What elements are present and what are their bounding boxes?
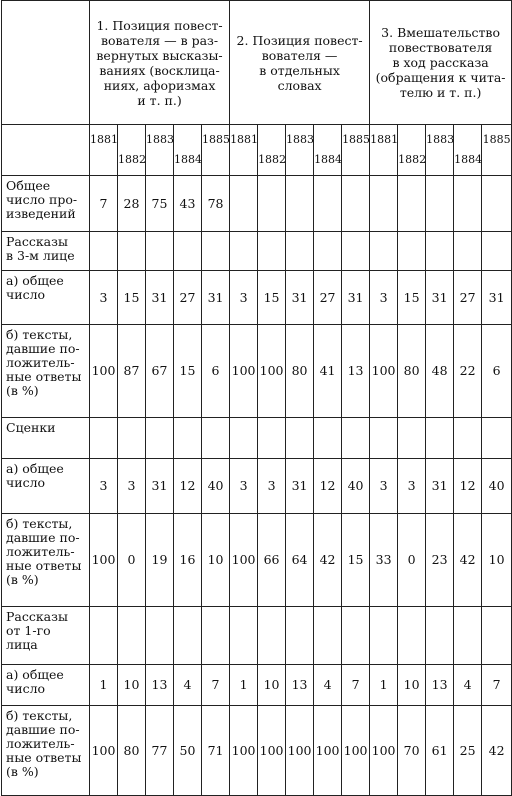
- value-cell: 31: [202, 271, 230, 325]
- year-cell: [398, 125, 426, 176]
- value-cell: 1: [90, 665, 118, 706]
- value-cell: [90, 418, 118, 459]
- value-cell: 42: [314, 514, 342, 607]
- row-label-line: а) общее: [6, 461, 64, 476]
- value-cell: 77: [146, 706, 174, 796]
- value-cell: [286, 607, 314, 665]
- group-header-line: телю и т. п.): [399, 85, 482, 100]
- year-cell: [258, 125, 286, 176]
- row-label-line: число: [6, 681, 46, 696]
- value-cell: 4: [174, 665, 202, 706]
- value-cell: [174, 232, 202, 271]
- group-header-line: ниях, афоризмах: [103, 77, 216, 93]
- value-cell: [258, 176, 286, 232]
- row-label: [2, 706, 90, 796]
- row-label-line: ложитель-: [6, 355, 75, 370]
- value-cell: 0: [118, 514, 146, 607]
- value-cell: 4: [454, 665, 482, 706]
- year-cell: [286, 125, 314, 176]
- row-label-line: (в %): [6, 383, 39, 398]
- row-label-line: ные ответы: [6, 750, 82, 765]
- group-header-line: словах: [277, 77, 322, 93]
- value-cell: [342, 418, 370, 459]
- value-cell: 3: [118, 459, 146, 514]
- value-cell: 27: [454, 271, 482, 325]
- value-cell: 25: [454, 706, 482, 796]
- table-row: [2, 607, 512, 665]
- row-label: [2, 176, 90, 232]
- value-cell: 15: [174, 325, 202, 418]
- value-cell: [342, 607, 370, 665]
- value-cell: 15: [258, 271, 286, 325]
- group-header-line: вователя —: [261, 47, 338, 63]
- value-cell: 6: [482, 325, 512, 418]
- year-label: 1883: [146, 133, 174, 146]
- row-label-line: от 1-го: [6, 623, 51, 638]
- group-header-line: и т. п.): [137, 92, 182, 108]
- survey-table: [1, 0, 512, 796]
- value-cell: [286, 418, 314, 459]
- year-label: 1882: [398, 153, 427, 166]
- value-cell: [342, 232, 370, 271]
- value-cell: [230, 232, 258, 271]
- value-cell: 100: [90, 514, 118, 607]
- value-cell: [314, 418, 342, 459]
- value-cell: 7: [342, 665, 370, 706]
- value-cell: [454, 176, 482, 232]
- value-cell: 0: [398, 514, 426, 607]
- row-label: [2, 232, 90, 271]
- year-cell: [454, 125, 482, 176]
- value-cell: 67: [146, 325, 174, 418]
- value-cell: 3: [370, 271, 398, 325]
- year-label: 1881: [370, 133, 399, 146]
- value-cell: 41: [314, 325, 342, 418]
- row-label-line: Сценки: [6, 420, 56, 435]
- year-cell: [230, 125, 258, 176]
- value-cell: 100: [258, 706, 286, 796]
- year-cell: [342, 125, 370, 176]
- value-cell: 42: [454, 514, 482, 607]
- value-cell: [314, 232, 342, 271]
- value-cell: 80: [118, 706, 146, 796]
- value-cell: 1: [230, 665, 258, 706]
- row-label-line: б) тексты,: [6, 516, 73, 531]
- value-cell: [370, 232, 398, 271]
- table-row: [2, 325, 512, 418]
- table-row: [2, 665, 512, 706]
- group-header-line: повествователя: [388, 40, 493, 55]
- value-cell: 48: [426, 325, 454, 418]
- value-cell: 31: [146, 271, 174, 325]
- year-label: 1885: [342, 133, 371, 146]
- value-cell: 12: [314, 459, 342, 514]
- value-cell: [454, 232, 482, 271]
- year-label: 1883: [286, 133, 315, 146]
- group-header-line: в отдельных: [259, 62, 340, 78]
- row-label-line: (в %): [6, 764, 39, 779]
- year-label: 1885: [202, 133, 230, 146]
- value-cell: [174, 418, 202, 459]
- table-row: [2, 232, 512, 271]
- value-cell: [398, 176, 426, 232]
- value-cell: [118, 418, 146, 459]
- value-cell: [314, 607, 342, 665]
- row-label-line: б) тексты,: [6, 708, 73, 723]
- group-header-line: ваниях (восклица-: [99, 62, 220, 78]
- value-cell: 3: [90, 459, 118, 514]
- value-cell: 31: [286, 459, 314, 514]
- group-header-line: 2. Позиция повест-: [236, 32, 363, 48]
- value-cell: 78: [202, 176, 230, 232]
- row-label-line: ложитель-: [6, 736, 75, 751]
- value-cell: 12: [174, 459, 202, 514]
- value-cell: 100: [342, 706, 370, 796]
- value-cell: 100: [314, 706, 342, 796]
- value-cell: [370, 607, 398, 665]
- year-cell: [482, 125, 512, 176]
- value-cell: 23: [426, 514, 454, 607]
- value-cell: [482, 607, 512, 665]
- row-label: [2, 607, 90, 665]
- value-cell: [146, 607, 174, 665]
- value-cell: 64: [286, 514, 314, 607]
- year-label: 1884: [174, 153, 202, 166]
- group-header-line: вернутых высказы-: [96, 47, 223, 63]
- value-cell: [398, 607, 426, 665]
- row-label: [2, 418, 90, 459]
- value-cell: [454, 418, 482, 459]
- group-header-row: [2, 1, 512, 125]
- value-cell: [482, 232, 512, 271]
- value-cell: 7: [482, 665, 512, 706]
- value-cell: [370, 418, 398, 459]
- group-header-line: вователя — в раз-: [100, 32, 219, 48]
- value-cell: 19: [146, 514, 174, 607]
- value-cell: 33: [370, 514, 398, 607]
- value-cell: 100: [370, 706, 398, 796]
- value-cell: 80: [398, 325, 426, 418]
- value-cell: [482, 176, 512, 232]
- group-header-2: [230, 1, 370, 125]
- row-label-line: (в %): [6, 572, 39, 587]
- value-cell: [118, 607, 146, 665]
- group-header-line: 3. Вмешательство: [381, 25, 500, 40]
- value-cell: [90, 607, 118, 665]
- row-label: [2, 459, 90, 514]
- value-cell: 42: [482, 706, 512, 796]
- value-cell: 10: [202, 514, 230, 607]
- value-cell: 27: [314, 271, 342, 325]
- corner-cell-years: [2, 125, 90, 176]
- value-cell: 12: [454, 459, 482, 514]
- value-cell: 31: [426, 459, 454, 514]
- value-cell: [230, 176, 258, 232]
- row-label-line: Рассказы: [6, 609, 68, 624]
- value-cell: 100: [230, 514, 258, 607]
- value-cell: 100: [370, 325, 398, 418]
- value-cell: 75: [146, 176, 174, 232]
- year-cell: [174, 125, 202, 176]
- year-cell: [90, 125, 118, 176]
- value-cell: 87: [118, 325, 146, 418]
- value-cell: 7: [90, 176, 118, 232]
- value-cell: 10: [482, 514, 512, 607]
- year-label: 1884: [314, 153, 343, 166]
- value-cell: 10: [258, 665, 286, 706]
- value-cell: [426, 232, 454, 271]
- year-label: 1882: [118, 153, 146, 166]
- row-label-line: Общее: [6, 178, 51, 193]
- year-header-row: [2, 125, 512, 176]
- value-cell: 16: [174, 514, 202, 607]
- value-cell: 3: [258, 459, 286, 514]
- corner-cell: [2, 1, 90, 125]
- value-cell: 13: [426, 665, 454, 706]
- table-row: [2, 459, 512, 514]
- year-label: 1881: [230, 133, 259, 146]
- row-label: [2, 514, 90, 607]
- value-cell: 3: [230, 459, 258, 514]
- year-label: 1884: [454, 153, 483, 166]
- value-cell: 100: [230, 325, 258, 418]
- value-cell: 15: [398, 271, 426, 325]
- row-label-line: в 3-м лице: [6, 248, 75, 263]
- value-cell: 100: [258, 325, 286, 418]
- value-cell: 100: [230, 706, 258, 796]
- value-cell: 28: [118, 176, 146, 232]
- value-cell: [90, 232, 118, 271]
- value-cell: 6: [202, 325, 230, 418]
- year-label: 1885: [482, 133, 511, 146]
- group-header-line: в ход рассказа: [392, 55, 489, 70]
- value-cell: [314, 176, 342, 232]
- value-cell: [370, 176, 398, 232]
- value-cell: 31: [482, 271, 512, 325]
- value-cell: 22: [454, 325, 482, 418]
- value-cell: 66: [258, 514, 286, 607]
- row-label-line: давшие по-: [6, 341, 80, 356]
- value-cell: [258, 607, 286, 665]
- value-cell: [174, 607, 202, 665]
- row-label-line: Рассказы: [6, 234, 68, 249]
- row-label-line: давшие по-: [6, 722, 80, 737]
- value-cell: 100: [286, 706, 314, 796]
- row-label-line: давшие по-: [6, 530, 80, 545]
- value-cell: 70: [398, 706, 426, 796]
- year-cell: [202, 125, 230, 176]
- value-cell: 3: [370, 459, 398, 514]
- year-label: 1882: [258, 153, 287, 166]
- value-cell: [202, 607, 230, 665]
- value-cell: 10: [398, 665, 426, 706]
- value-cell: 40: [482, 459, 512, 514]
- row-label-line: б) тексты,: [6, 327, 73, 342]
- year-cell: [118, 125, 146, 176]
- group-header-line: 1. Позиция повест-: [96, 17, 223, 33]
- row-label-line: изведений: [6, 206, 76, 221]
- value-cell: 100: [90, 325, 118, 418]
- value-cell: 61: [426, 706, 454, 796]
- value-cell: 15: [118, 271, 146, 325]
- row-label: [2, 325, 90, 418]
- value-cell: [146, 418, 174, 459]
- value-cell: 3: [90, 271, 118, 325]
- value-cell: 13: [342, 325, 370, 418]
- value-cell: [398, 232, 426, 271]
- group-header-line: (обращения к чита-: [375, 70, 506, 85]
- row-label-line: ные ответы: [6, 369, 82, 384]
- row-label-line: число: [6, 287, 46, 302]
- group-header-3: [370, 1, 512, 125]
- value-cell: [286, 176, 314, 232]
- value-cell: 43: [174, 176, 202, 232]
- value-cell: [230, 418, 258, 459]
- value-cell: 13: [286, 665, 314, 706]
- value-cell: 40: [202, 459, 230, 514]
- value-cell: 31: [286, 271, 314, 325]
- value-cell: [202, 232, 230, 271]
- value-cell: 71: [202, 706, 230, 796]
- group-header-1: [90, 1, 230, 125]
- value-cell: [342, 176, 370, 232]
- table-row: [2, 514, 512, 607]
- value-cell: 1: [370, 665, 398, 706]
- value-cell: [258, 418, 286, 459]
- value-cell: [258, 232, 286, 271]
- value-cell: [230, 607, 258, 665]
- row-label-line: число про-: [6, 192, 78, 207]
- value-cell: 3: [230, 271, 258, 325]
- row-label: [2, 665, 90, 706]
- value-cell: 10: [118, 665, 146, 706]
- value-cell: [454, 607, 482, 665]
- row-label-line: ложитель-: [6, 544, 75, 559]
- row-label-line: а) общее: [6, 273, 64, 288]
- table-row: [2, 271, 512, 325]
- table-body: [2, 1, 512, 796]
- value-cell: 7: [202, 665, 230, 706]
- year-label: 1881: [90, 133, 118, 146]
- year-label: 1883: [426, 133, 455, 146]
- value-cell: [426, 607, 454, 665]
- year-cell: [426, 125, 454, 176]
- year-cell: [146, 125, 174, 176]
- value-cell: [286, 232, 314, 271]
- row-label-line: лица: [6, 637, 38, 652]
- row-label-line: число: [6, 475, 46, 490]
- value-cell: 27: [174, 271, 202, 325]
- row-label-line: ные ответы: [6, 558, 82, 573]
- value-cell: 13: [146, 665, 174, 706]
- value-cell: [118, 232, 146, 271]
- year-cell: [314, 125, 342, 176]
- row-label: [2, 271, 90, 325]
- value-cell: [482, 418, 512, 459]
- value-cell: 3: [398, 459, 426, 514]
- value-cell: [146, 232, 174, 271]
- value-cell: 15: [342, 514, 370, 607]
- value-cell: 40: [342, 459, 370, 514]
- table-row: [2, 418, 512, 459]
- row-label-line: а) общее: [6, 667, 64, 682]
- value-cell: [426, 176, 454, 232]
- value-cell: [426, 418, 454, 459]
- value-cell: [398, 418, 426, 459]
- table-row: [2, 176, 512, 232]
- value-cell: 4: [314, 665, 342, 706]
- value-cell: 31: [146, 459, 174, 514]
- value-cell: [202, 418, 230, 459]
- value-cell: 31: [426, 271, 454, 325]
- year-cell: [370, 125, 398, 176]
- value-cell: 100: [90, 706, 118, 796]
- value-cell: 31: [342, 271, 370, 325]
- value-cell: 50: [174, 706, 202, 796]
- table-row: [2, 706, 512, 796]
- value-cell: 80: [286, 325, 314, 418]
